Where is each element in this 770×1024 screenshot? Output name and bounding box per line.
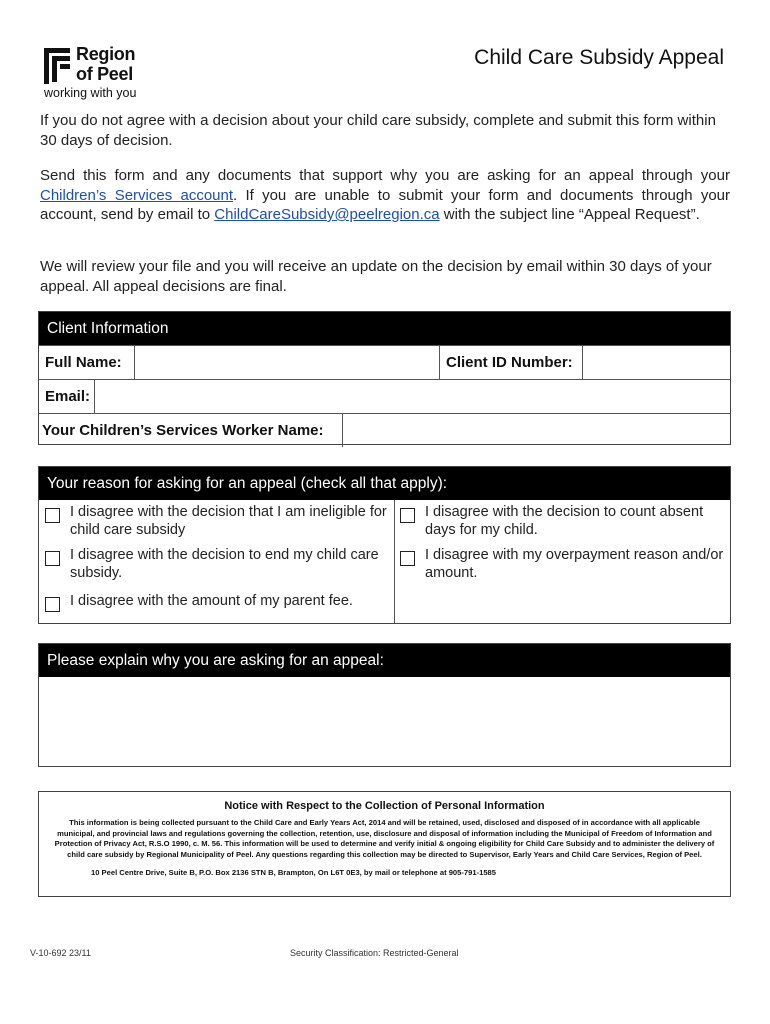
reason-overpayment-label: I disagree with my overpayment reason and/or amount.	[425, 547, 724, 581]
privacy-notice	[38, 791, 731, 897]
intro-paragraph-1: If you do not agree with a decision about your child care subsidy, complete and submit this form within 30 days of decision.	[40, 112, 716, 149]
reason-option[interactable]	[400, 546, 726, 582]
full-name-label: Full Name:	[45, 354, 122, 371]
reason-option[interactable]	[45, 503, 390, 539]
checkbox[interactable]	[45, 508, 60, 523]
notice-title: Notice with Respect to the Collection of Personal Information	[224, 800, 545, 812]
region-of-peel-logo	[42, 44, 162, 104]
worker-name-field[interactable]	[342, 414, 730, 447]
reason-end-subsidy-label: I disagree with the decision to end my child care subsidy.	[70, 547, 379, 581]
intro-p2-text-b: . If you are unable to submit your form and documents through your account, send by email to	[40, 186, 731, 223]
childrens-services-account-link[interactable]: Children’s Services account	[40, 186, 234, 204]
email-field[interactable]	[94, 380, 730, 413]
logo-tagline: working with you	[44, 86, 137, 100]
name-id-row	[39, 345, 730, 379]
intro-p2-text-c: with the subject line “Appeal Request”.	[439, 206, 700, 223]
worker-name-label: Your Children’s Services Worker Name:	[42, 422, 324, 439]
worker-row	[39, 413, 730, 447]
email-label: Email:	[45, 388, 91, 405]
full-name-field[interactable]	[134, 346, 439, 379]
client-id-field[interactable]	[582, 346, 730, 379]
email-link[interactable]: ChildCareSubsidy@peelregion.ca	[214, 206, 440, 223]
notice-body: This information is being collected pursuant to the Child Care and Early Years Act, 2014 and will be retained, used, disclosed and disposed of in accordance with all applicable municipal, and provincial laws and regulations governing the collection, retention, use, disclosure and disposal of information including the Municipal of Freedom of Information and Protection of Privacy Act, R.S.O 1990, c. M. 56. This information will be used to determine and verify initial & ongoing eligibility for Child Care Subsidy and to administer the delivery of child care subsidy by Regional Municipality of Peel. Any questions regarding this collection may be directed to Supervisor, Early Years and Child Care Services, Region of Peel.	[54, 818, 715, 859]
intro-p2-text-a: Send this form and any documents that support why you are asking for an appeal through your	[40, 167, 730, 184]
client-information-header: Client Information	[39, 312, 730, 345]
client-information-section	[38, 311, 731, 445]
security-classification: Security Classification: Restricted-General	[290, 948, 459, 958]
logo-line-1: Region	[76, 44, 136, 64]
email-row	[39, 379, 730, 413]
reasons-left-column	[39, 500, 395, 623]
reason-absent-days-label: I disagree with the decision to count absent days for my child.	[425, 504, 704, 538]
form-code: V-10-692 23/11	[30, 948, 91, 958]
checkbox[interactable]	[45, 597, 60, 612]
checkbox[interactable]	[45, 551, 60, 566]
intro-paragraph-2	[40, 166, 730, 225]
notice-address: 10 Peel Centre Drive, Suite B, P.O. Box 2136 STN B, Brampton, On L6T 0E3, by mail or telephone at 905-791-1585	[91, 868, 497, 877]
intro-paragraph-3: We will review your file and you will receive an update on the decision by email within 30 days of your appeal. All appeal decisions are final.	[40, 258, 712, 295]
reason-option[interactable]	[400, 503, 726, 539]
reason-option[interactable]	[45, 592, 394, 612]
client-id-label: Client ID Number:	[439, 346, 582, 379]
reason-ineligible-label: I disagree with the decision that I am ineligible for child care subsidy	[70, 504, 387, 538]
checkbox[interactable]	[400, 551, 415, 566]
explanation-header: Please explain why you are asking for an appeal:	[39, 644, 730, 677]
region-logo-mark-icon	[42, 46, 72, 86]
appeal-reasons-header: Your reason for asking for an appeal (check all that apply):	[39, 467, 730, 500]
reason-parent-fee-label: I disagree with the amount of my parent fee.	[70, 593, 353, 609]
logo-line-2: of Peel	[76, 64, 133, 84]
reasons-right-column	[394, 500, 730, 623]
explanation-section	[38, 643, 731, 767]
explanation-text-area[interactable]	[39, 677, 730, 767]
reason-option[interactable]	[45, 546, 390, 582]
checkbox[interactable]	[400, 508, 415, 523]
page-title: Child Care Subsidy Appeal	[474, 46, 724, 69]
appeal-reasons-section	[38, 466, 731, 624]
